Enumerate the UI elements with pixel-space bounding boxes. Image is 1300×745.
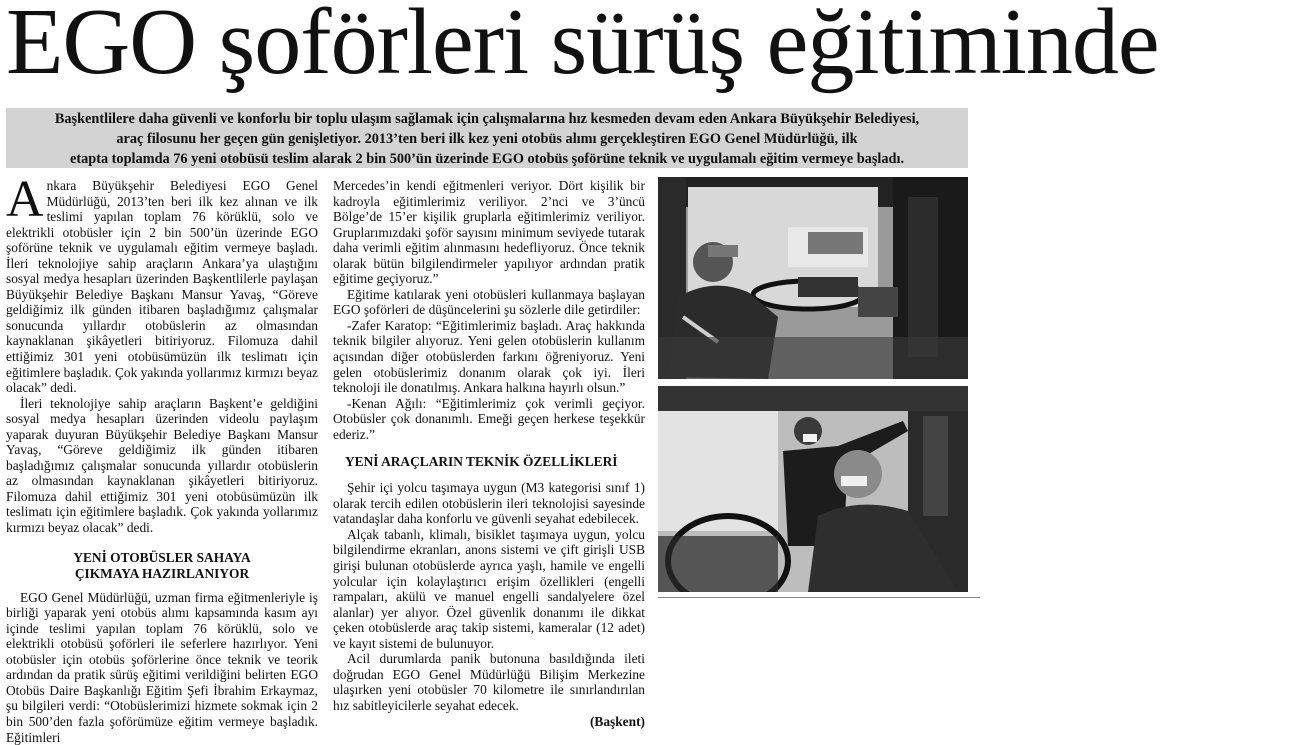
photo-instructor-training (658, 386, 968, 592)
article-column-2 (333, 178, 645, 729)
paragraph: İleri teknolojiye sahip araçların Başkent’e geldiğini sosyal medya hesapları üzerinden videolu paylaşım yaparak duyuran Büyükşehir Belediye Başkanı Mansur Yavaş, “Göreve geldiğimiz ilk günden itibaren başladığımız çalışmalar sonucunda yıllardır otobüslerin az olmasından kaynaklanan şikâyetleri bitiriyoruz. Filomuza dahil ettiğimiz 301 yeni otobüsümüzün ilk teslimatı için eğitimlere başladık. Çok yakında yollarımız kırmızı beyaz olacak” dedi. (6, 395, 318, 536)
subheading-line-2: ÇIKMAYA HAZIRLANIYOR (74, 565, 250, 581)
drop-cap: A (6, 171, 44, 228)
subheading (6, 550, 318, 582)
paragraph (6, 171, 318, 396)
paragraph: -Zafer Karatop: “Eğitimlerimiz başladı. Araç hakkında teknik bilgiler alıyoruz. Yeni gelen otobüslerin kullanım açısından diğer otobüslerden farkını öğreniyoruz. Yeni gelen otobüslerimiz donanım olarak çok iyi. İleri teknoloji ile donatılmış. Ankara halkına hayırlı olsun.” (333, 317, 645, 396)
subheading-line-1: YENİ OTOBÜSLER SAHAYA (73, 549, 251, 565)
lead-line-3: etapta toplamda 76 yeni otobüsü teslim alarak 2 bin 500’ün üzerinde EGO otobüs şoförüne teknik ve uygulamalı eğitim vermeye başladı. (69, 151, 905, 167)
paragraph: EGO Genel Müdürlüğü, uzman firma eğitmenleriyle iş birliği yaparak yeni otobüs alımı kapsamında kasım ayı içinde teslimi yapılan toplam 76 körüklü, solo ve elektrikli otobüsü şoförleri ile seferlere hazırlıyor. Yeni otobüsler için otobüs şoförlerine önce teknik ve teorik ardından da pratik sürüş eğitimi verildiğini belirten EGO Otobüs Daire Başkanlığı Eğitim Şefi İbrahim Erkaymaz, şu bilgileri verdi: “Otobüslerimizi hizmete sokmak için 2 bin 500’den fazla şoförümüze eğitim vermeye başladık. Eğitimleri (6, 589, 318, 745)
paragraph: Mercedes’in kendi eğitmenleri veriyor. Dört kişilik bir kadroyla eğitimlerimiz veriliyor. 2’nci ve 3’üncü Bölge’de 15’er kişilik gruplarla eğitimlerimiz veriliyor. Gruplarımızdaki şoför sayısını minimum seviyede tutarak daha verimli eğitim alınmasını hedefliyoruz. Önce teknik olarak bütün bilgilendirmeler yapılıyor ardından pratik eğitime geçiyoruz.” (333, 178, 645, 287)
paragraph: -Kenan Ağılı: “Eğitimlerimiz çok verimli geçiyor. Otobüsler çok donanımlı. Emeği geçen herkese teşekkür ederiz.” (333, 395, 645, 442)
photo-driver-illustration (658, 177, 968, 379)
paragraph: Eğitime katılarak yeni otobüsleri kullanmaya başlayan EGO şoförleri de düşüncelerini şu sözlerle dile getirdiler: (333, 286, 645, 318)
photo-instructor-illustration (658, 386, 968, 592)
paragraph-text: nkara Büyükşehir Belediyesi EGO Genel Müdürlüğü, 2013’ten beri ilk kez alınan ve ilk teslimi yapılan toplam 76 körüklü, solo ve elektrikli otobüsler için 2 bin 500’ün üzerinde EGO şoförüne teknik ve uygulamalı eğitim vermeye başladı. İleri teknolojiye sahip araçların Ankara’ya ulaştığını sosyal medya hesapları üzerinden Başkentlilerle paylaşan Büyükşehir Belediye Başkanı Mansur Yavaş, “Göreve geldiğimiz ilk günden itibaren başladığımız çalışmalar sonucunda yıllardır otobüslerin az olmasından kaynaklanan şikâyetleri bitiriyoruz. Filomuza dahil ettiğimiz 301 yeni otobüsümüzün ilk teslimatı için eğitimlere başladık. Çok yakında yollarımız kırmızı beyaz olacak” dedi. (6, 178, 318, 396)
lead-line-2: araç filosunu her geçen gün genişletiyor. 2013’ten beri ilk kez yeni otobüs alımı gerçekleştiren EGO Genel Müdürlüğü, ilk (116, 131, 858, 147)
paragraph: Alçak tabanlı, klimalı, bisiklet taşımaya uygun, yolcu bilgilendirme ekranları, anons sistemi ve çift girişli USB girişi bulunan otobüslerde ayrıca yaşlı, hamile ve engelli yolcular için kolaylaştırıcı erişim özellikleri (engelli rampaları, akülü ve manuel engelli sandalyelere özel alanlar) yer alıyor. Özel güvenlik donanımı ile dikkat çeken otobüslerde araç takip sistemi, kameralar (12 adet) ve kayıt sistemi de bulunuyor. (333, 526, 645, 651)
subheading: YENİ ARAÇLARIN TEKNİK ÖZELLİKLERİ (345, 454, 618, 470)
article-column-1 (6, 171, 318, 745)
lead-line-1: Başkentlilere daha güvenli ve konforlu bir toplu ulaşım sağlamak için çalışmalarına hız kesmeden devam eden Ankara Büyükşehir Belediyesi, (54, 111, 920, 127)
signature: (Başkent) (589, 713, 645, 729)
lead-box (6, 108, 968, 168)
paragraph: Acil durumlarda panik butonuna basıldığında ileti doğrudan EGO Genel Müdürlüğü Bilişim Merkezine ulaşırken yeni otobüsler 70 kilometre ile sınırlandırılan hız sabitleyicilerle seyahat edecek. (333, 651, 645, 713)
photo-driver-training (658, 177, 968, 379)
headline: EGO şoförleri sürüş eğitiminde (6, 0, 1159, 94)
paragraph: Şehir içi yolcu taşımaya uygun (M3 kategorisi sınıf 1) olarak tercih edilen otobüslerin ileri teknolojisi sayesinde vatandaşlar daha konforlu ve güvenli seyahat edebilecek. (333, 480, 645, 527)
divider (658, 597, 980, 598)
